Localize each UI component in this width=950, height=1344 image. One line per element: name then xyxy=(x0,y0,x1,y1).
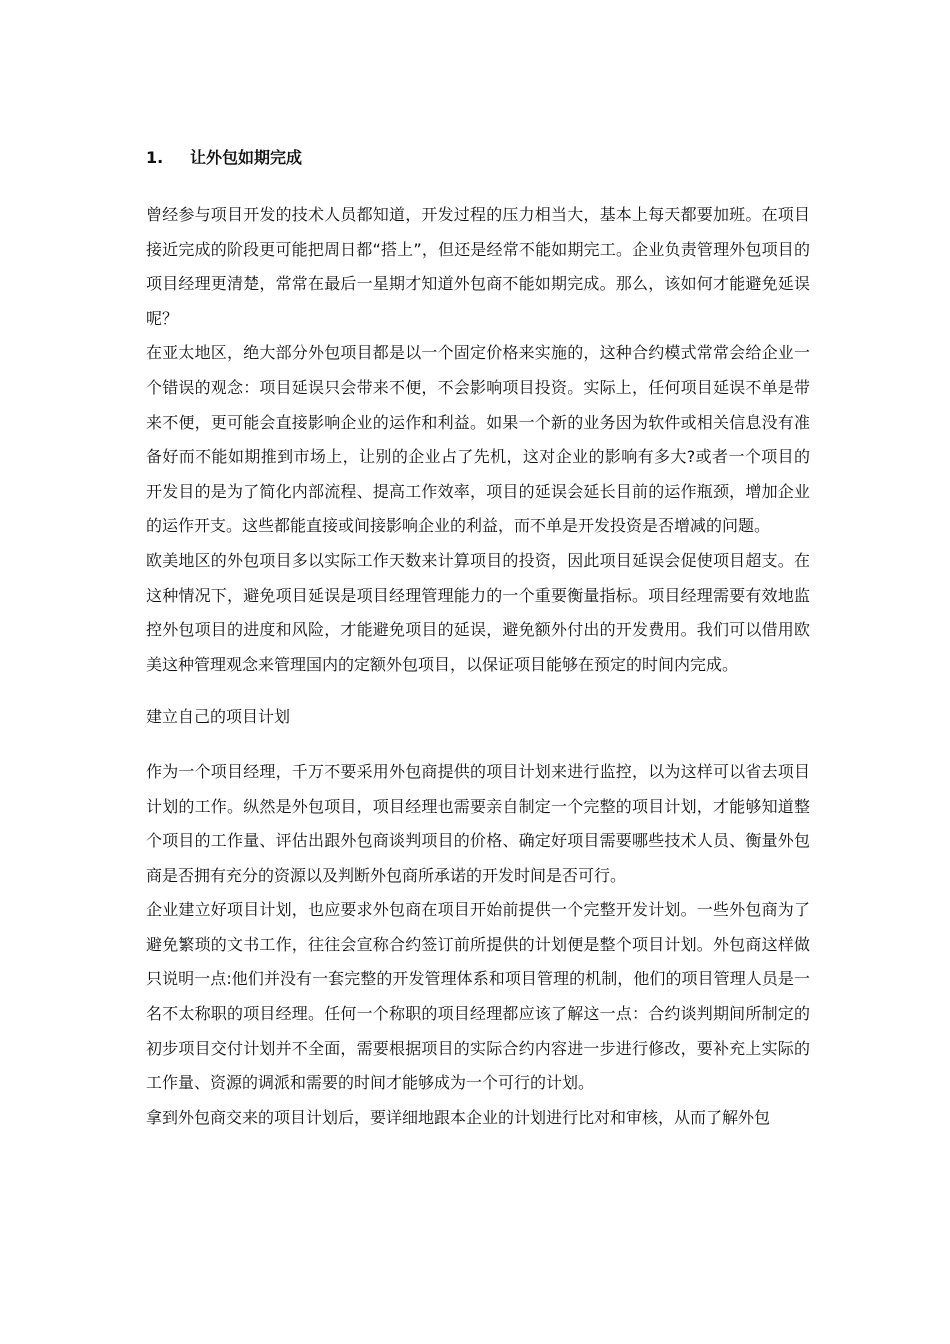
paragraph-vendor-plan: 企业建立好项目计划，也应要求外包商在项目开始前提供一个完整开发计划。一些外包商为了避免繁琐的文书工作，往往会宣称合约签订前所提供的计划便是整个项目计划。外包商这样做只说明一点:他们并没有一套完整的开发管理体系和项目管理的机制，他们的项目管理人员是一名不太称职的项目经理。任何一个称职的项目经理都应该了解这一点：合约谈判期间所制定的初步项目交付计划并不全面，需要根据项目的实际合约内容进一步进行修改，要补充上实际的工作量、资源的调派和需要的时间才能够成为一个可行的计划。 xyxy=(146,900,810,1093)
section-number: 1. xyxy=(146,148,164,167)
section-title: 让外包如期完成 xyxy=(190,148,303,167)
spacer xyxy=(146,735,810,755)
document-body xyxy=(146,140,810,1135)
paragraph-intro: 曾经参与项目开发的技术人员都知道，开发过程的压力相当大，基本上每天都要加班。在项目接近完成的阶段更可能把周日都“搭上”，但还是经常不能如期完工。企业负责管理外包项目的项目经理更清楚，常常在最后一星期才知道外包商不能如期完成。那么，该如何才能避免延误呢？ xyxy=(146,205,810,328)
spacer xyxy=(146,176,810,198)
section-heading xyxy=(146,140,810,176)
paragraph-own-plan: 作为一个项目经理，千万不要采用外包商提供的项目计划来进行监控，以为这样可以省去项目计划的工作。纵然是外包项目，项目经理也需要亲自制定一个完整的项目计划，才能够知道整个项目的工作量、评估出跟外包商谈判项目的价格、确定好项目需要哪些技术人员、衡量外包商是否拥有充分的资源以及判断外包商所承诺的开发时间是否可行。 xyxy=(146,761,810,885)
paragraph-europe-america: 欧美地区的外包项目多以实际工作天数来计算项目的投资，因此项目延误会促使项目超支。在这种情况下，避免项目延误是项目经理管理能力的一个重要衡量指标。项目经理需要有效地监控外包项目的进度和风险，才能避免项目的延误，避免额外付出的开发费用。我们可以借用欧美这种管理观念来管理国内的定额外包项目，以保证项目能够在预定的时间内完成。 xyxy=(146,550,810,674)
paragraph-compare-plan: 拿到外包商交来的项目计划后，要详细地跟本企业的计划进行比对和审核，从而了解外包 xyxy=(146,1107,771,1127)
spacer xyxy=(146,682,810,700)
paragraph-asia-pacific: 在亚太地区，绝大部分外包项目都是以一个固定价格来实施的，这种合约模式常常会给企业一个错误的观念：项目延误只会带来不便，不会影响项目投资。实际上，任何项目延误不单是带来不便，更可能会直接影响企业的运作和利益。如果一个新的业务因为软件或相关信息没有准备好而不能如期推到市场上，让别的企业占了先机，这对企业的影响有多大?或者一个项目的开发目的是为了简化内部流程、提高工作效率，项目的延误会延长目前的运作瓶颈，增加企业的运作开支。这些都能直接或间接影响企业的利益，而不单是开发投资是否增减的问题。 xyxy=(146,343,810,536)
subheading: 建立自己的项目计划 xyxy=(146,707,291,727)
